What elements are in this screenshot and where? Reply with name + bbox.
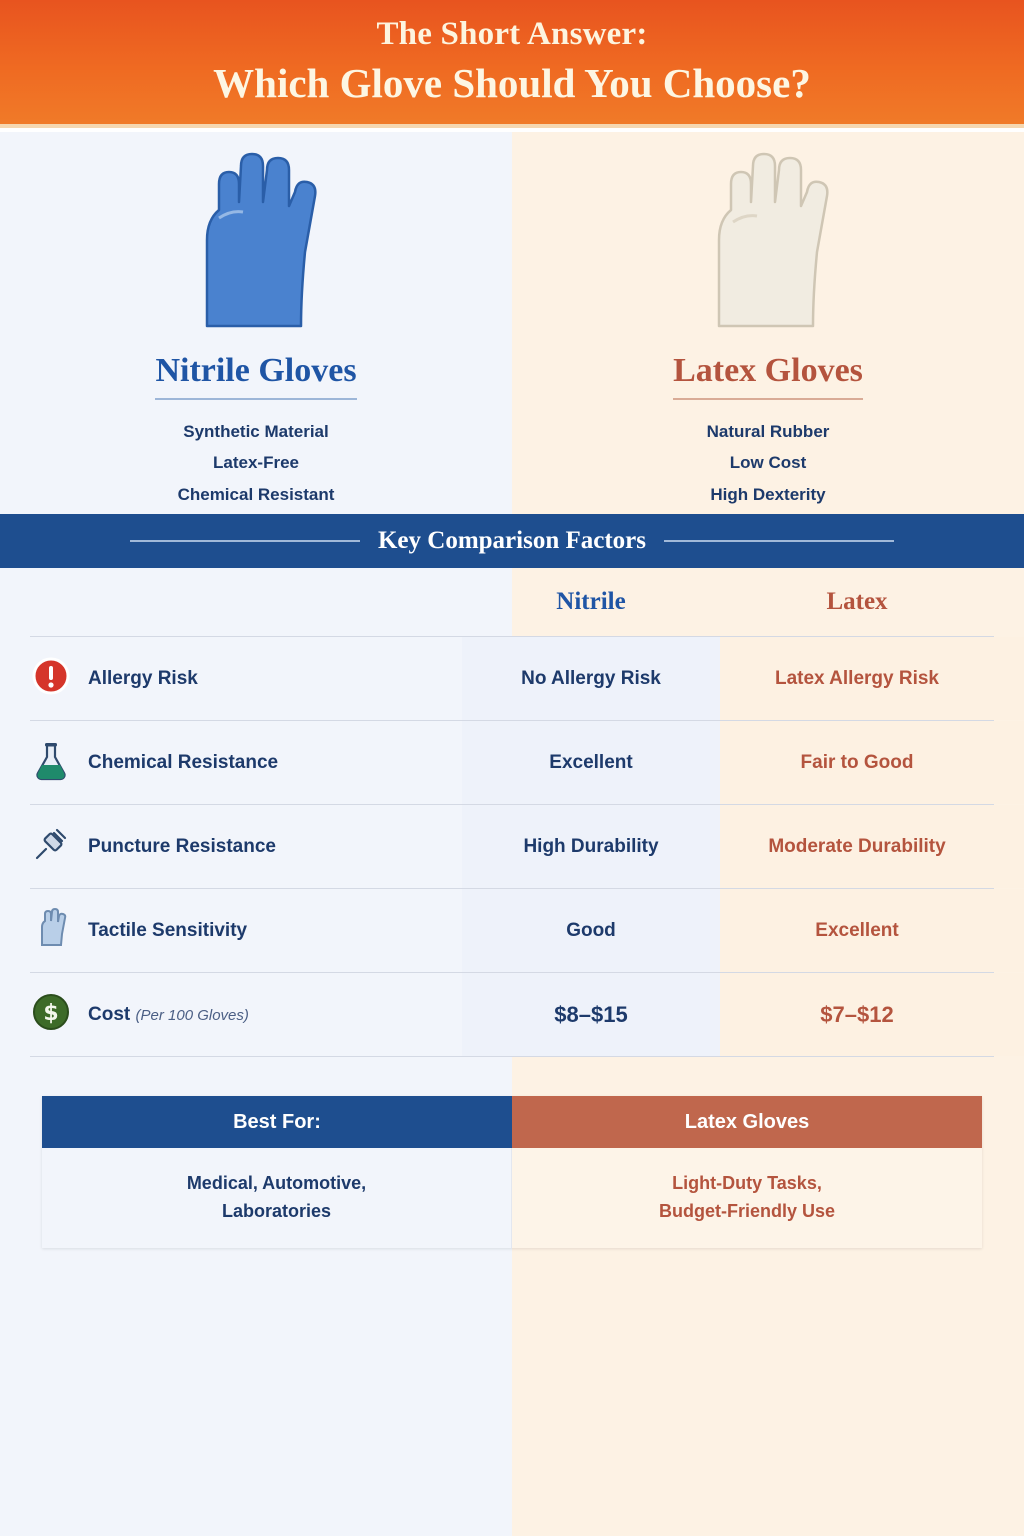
value-latex: Excellent <box>815 919 899 941</box>
comparison-table <box>0 568 1024 1057</box>
best-for-bodies <box>42 1148 982 1248</box>
best-for-headers <box>42 1096 982 1148</box>
factor-label: Allergy Risk <box>88 667 198 689</box>
latex-title: Latex Gloves <box>673 352 863 400</box>
row-label-chemical <box>0 739 462 786</box>
value-nitrile: High Durability <box>523 835 659 857</box>
row-label-cost <box>0 991 462 1038</box>
hero-column-nitrile <box>0 132 512 514</box>
cell-latex <box>720 973 1024 1056</box>
table-row <box>0 973 1024 1056</box>
section-band <box>0 514 1024 568</box>
page-header <box>0 0 1024 128</box>
nitrile-bullet-3: Chemical Resistant <box>177 484 335 504</box>
band-rule-left <box>130 540 360 542</box>
factor-label: Puncture Resistance <box>88 835 276 857</box>
best-for-body-right <box>512 1148 982 1248</box>
value-nitrile: No Allergy Risk <box>521 667 661 689</box>
table-row <box>0 889 1024 972</box>
glove-hero-row <box>0 132 1024 514</box>
page-title: Which Glove Should You Choose? <box>213 60 811 106</box>
best-for-right-line-1: Light-Duty Tasks, <box>672 1173 822 1194</box>
value-nitrile: Excellent <box>549 751 633 773</box>
row-label-tactile <box>0 907 462 954</box>
latex-glove-icon <box>683 148 853 328</box>
section-title: Key Comparison Factors <box>377 527 647 554</box>
value-nitrile: $8–$15 <box>554 1001 628 1027</box>
syringe-icon <box>30 823 72 870</box>
cell-nitrile <box>462 805 720 888</box>
table-row <box>0 637 1024 720</box>
table-row <box>0 721 1024 804</box>
best-for-header-right: Latex Gloves <box>512 1096 982 1148</box>
best-for-body-left <box>42 1148 512 1248</box>
column-header-latex: Latex <box>826 588 888 615</box>
value-latex: Fair to Good <box>800 751 914 773</box>
factor-label: Chemical Resistance <box>88 751 279 773</box>
row-divider <box>30 1056 994 1057</box>
latex-bullet-2: Low Cost <box>729 453 807 473</box>
value-latex: Moderate Durability <box>768 835 946 857</box>
nitrile-glove-icon <box>171 148 341 328</box>
latex-bullet-1: Natural Rubber <box>706 422 830 441</box>
header-cell-nitrile <box>462 568 720 636</box>
column-header-nitrile: Nitrile <box>556 588 626 615</box>
best-for-left-line-1: Medical, Automotive, <box>186 1173 367 1194</box>
cell-nitrile <box>462 721 720 804</box>
latex-bullets <box>707 416 830 510</box>
svg-text:$: $ <box>43 1001 59 1026</box>
nitrile-bullet-2: Latex-Free <box>213 453 299 473</box>
flask-icon <box>30 739 72 786</box>
nitrile-bullet-1: Synthetic Material <box>183 422 329 441</box>
hero-column-latex <box>512 132 1024 514</box>
cell-latex <box>720 721 1024 804</box>
row-label-allergy <box>0 655 462 702</box>
header-cell-latex <box>720 568 1024 636</box>
band-rule-right <box>664 540 894 542</box>
table-row <box>0 805 1024 888</box>
value-latex: Latex Allergy Risk <box>774 667 940 689</box>
alert-exclamation-icon <box>30 655 72 702</box>
row-label-puncture <box>0 823 462 870</box>
factor-label-text: Cost <box>88 1003 131 1025</box>
cell-nitrile <box>462 973 720 1056</box>
cell-nitrile <box>462 889 720 972</box>
best-for-right-line-2: Budget-Friendly Use <box>658 1201 836 1221</box>
cell-latex <box>720 889 1024 972</box>
cell-nitrile <box>462 637 720 720</box>
cell-latex <box>720 637 1024 720</box>
nitrile-title: Nitrile Gloves <box>155 352 356 400</box>
latex-bullet-3: High Dexterity <box>710 484 826 504</box>
value-nitrile: Good <box>566 919 616 941</box>
cell-latex <box>720 805 1024 888</box>
factor-label: Tactile Sensitivity <box>88 919 248 941</box>
nitrile-bullets <box>178 416 335 510</box>
table-header-row <box>0 568 1024 636</box>
best-for-left-line-2: Laboratories <box>221 1201 331 1221</box>
factor-note: (Per 100 Gloves) <box>135 1006 249 1024</box>
best-for-header-left: Best For: <box>42 1096 512 1148</box>
header-subtitle: The Short Answer: <box>376 16 648 52</box>
dollar-coin-icon <box>30 991 72 1038</box>
best-for-block <box>42 1096 982 1248</box>
value-latex: $7–$12 <box>820 1001 894 1027</box>
factor-label <box>88 1004 249 1026</box>
hand-icon <box>30 907 72 954</box>
